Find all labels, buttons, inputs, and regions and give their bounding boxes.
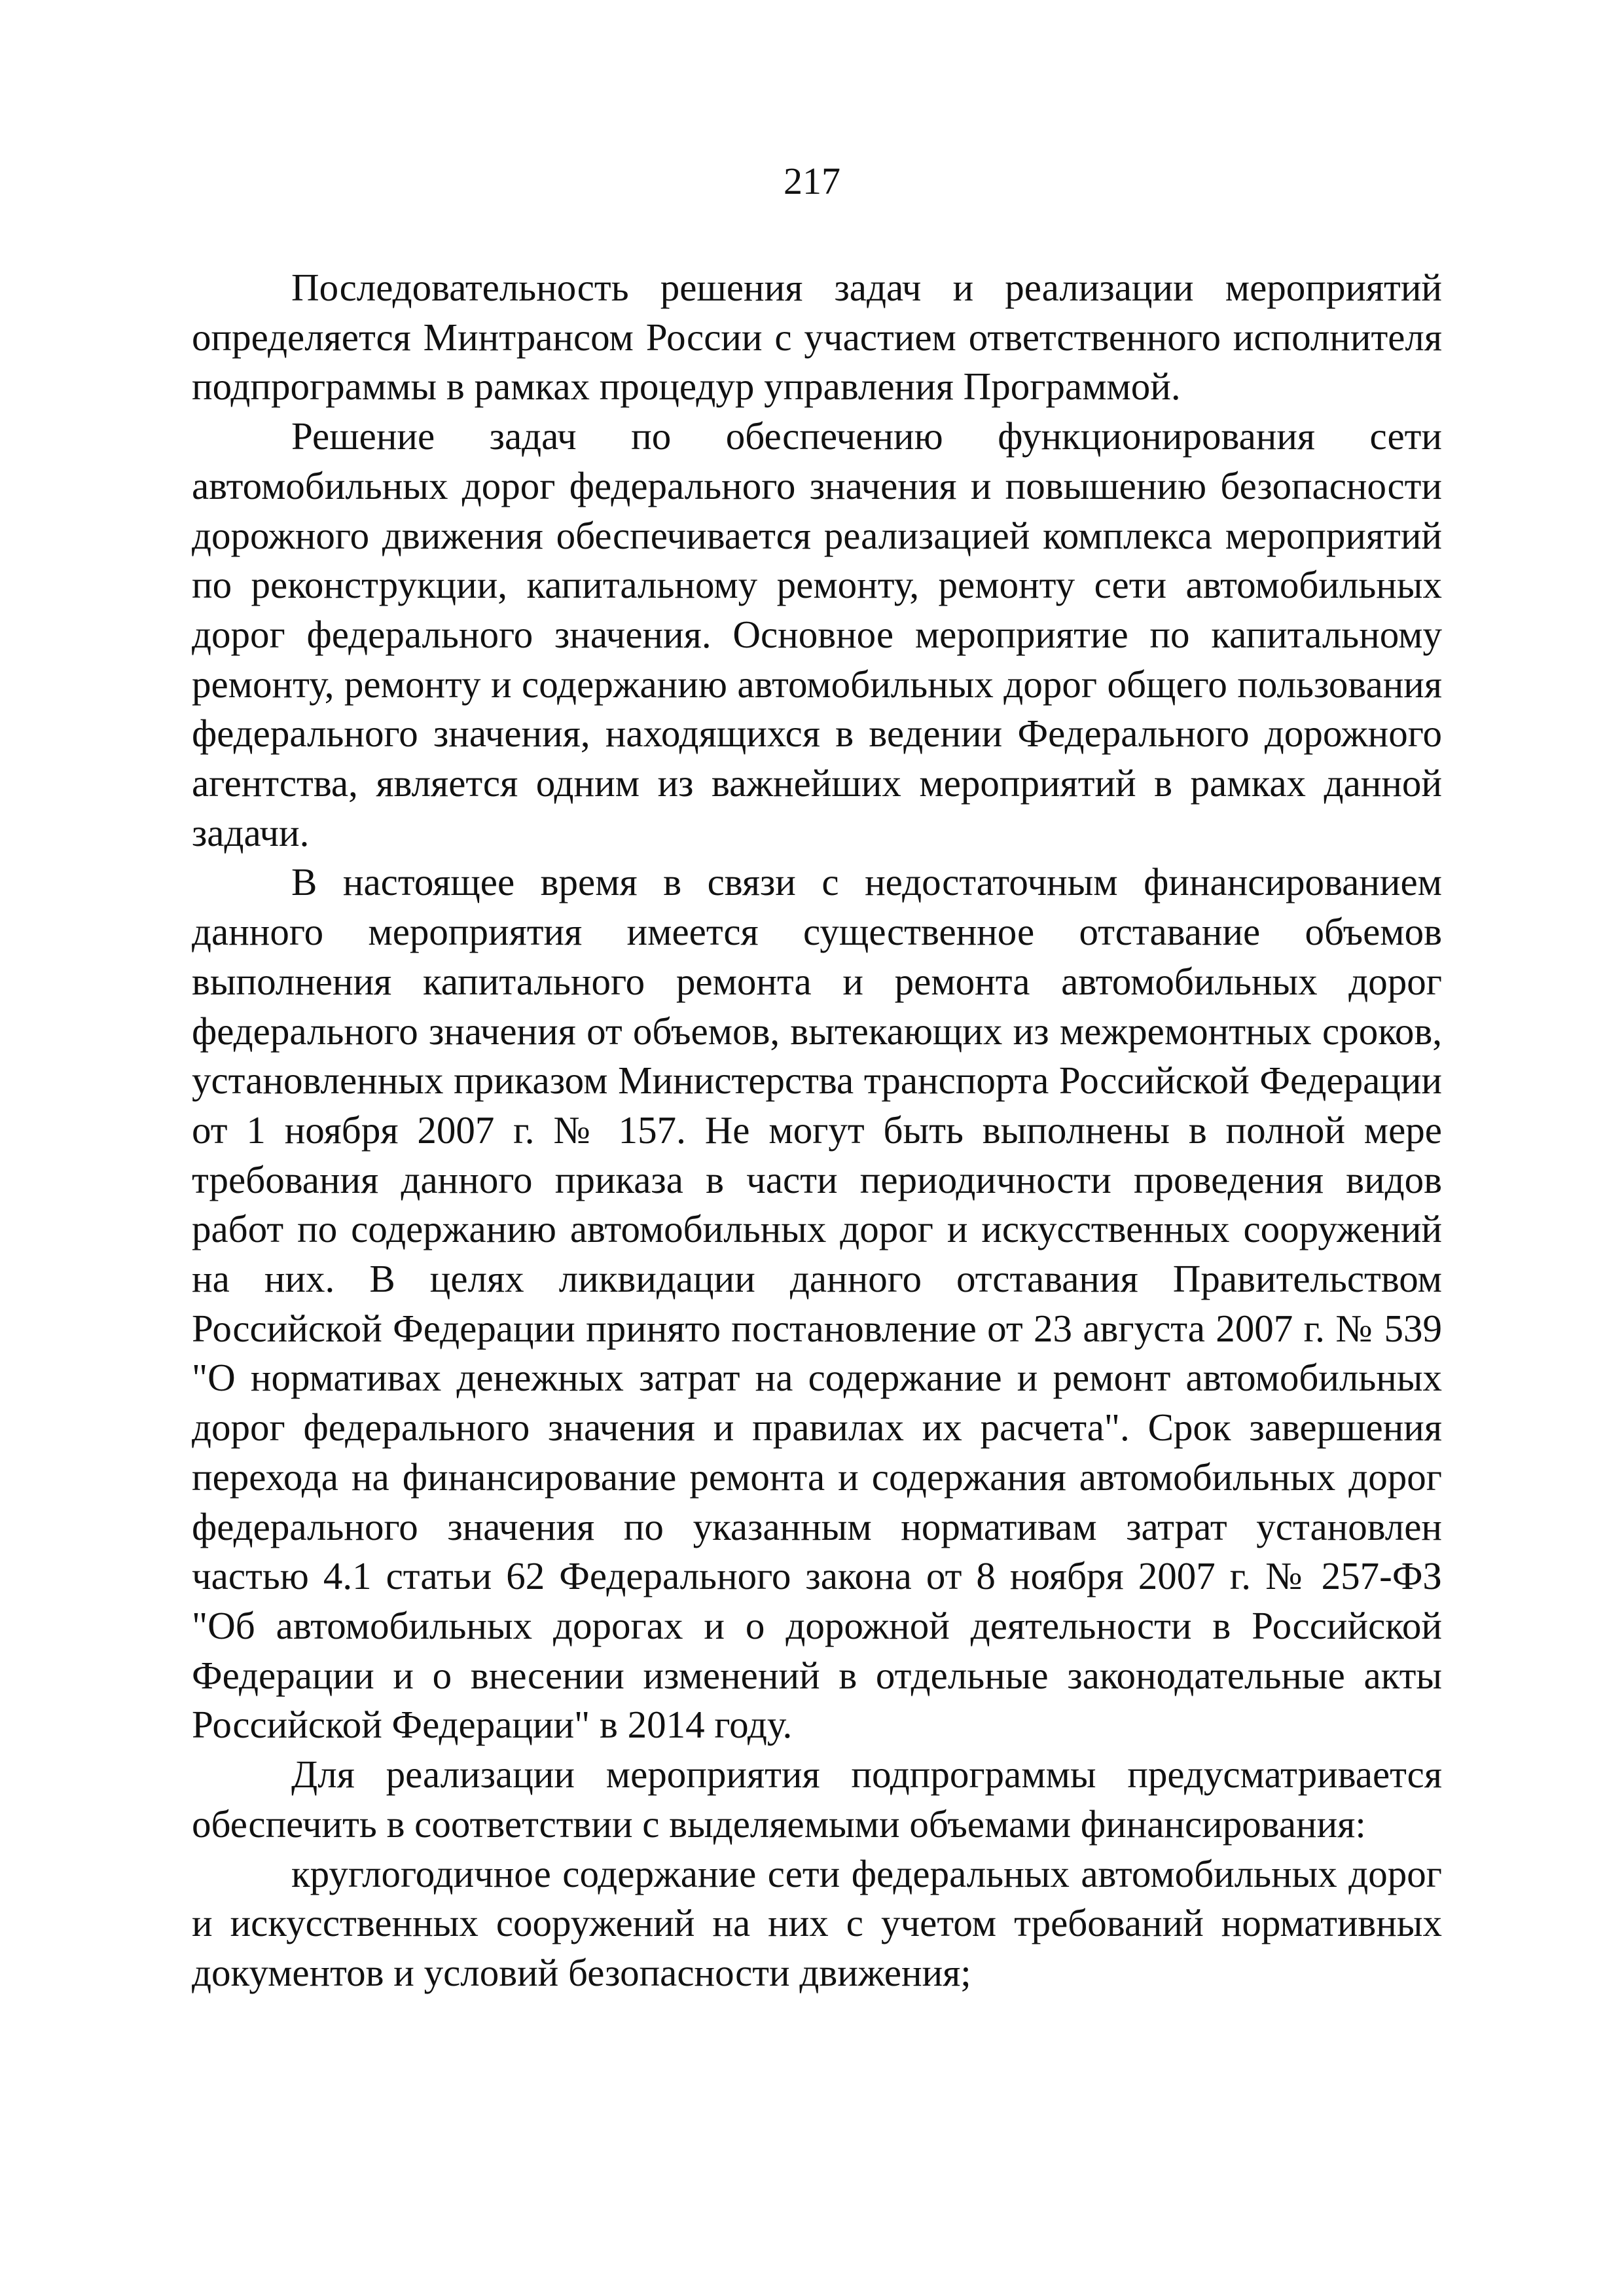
paragraph-4: Для реализации мероприятия подпрограммы предусматривается обеспечить в соответствии с выделяемыми объемами финансирования:	[192, 1753, 1442, 1846]
paragraph-3: В настоящее время в связи с недостаточным финансированием данного мероприятия имеется существенное отставание объемов выполнения капитального ремонта и ремонта автомобильных дорог федерального значения от объемов, вытекающих из межремонтных сроков, установленных приказом Министерства транспорта Российской Федерации от 1 ноября 2007 г. № 157. Не могут быть выполнены в полной мере требования данного приказа в части периодичности проведения видов работ по содержанию автомобильных дорог и искусственных сооружений на них. В целях ликвидации данного отставания Правительством Российской Федерации принято постановление от 23 августа 2007 г. № 539 "О нормативах денежных затрат на содержание и ремонт автомобильных дорог федерального значения и правилах их расчета". Срок завершения перехода на финансирование ремонта и содержания автомобильных дорог федерального значения по указанным нормативам затрат установлен частью 4.1 статьи 62 Федерального закона от 8 ноября 2007 г. № 257-ФЗ "Об автомобильных дорогах и о дорожной деятельности в Российской Федерации и о внесении изменений в отдельные законодательные акты Российской Федерации" в 2014 году.	[192, 860, 1442, 1747]
paragraph-2: Решение задач по обеспечению функционирования сети автомобильных дорог федерального значения и повышению безопасности дорожного движения обеспечивается реализацией комплекса мероприятий по реконструкции, капитальному ремонту, ремонту сети автомобильных дорог федерального значения. Основное мероприятие по капитальному ремонту, ремонту и содержанию автомобильных дорог общего пользования федерального значения, находящихся в ведении Федерального дорожного агентства, является одним из важнейших мероприятий в рамках данной задачи.	[192, 414, 1442, 854]
paragraph-5: круглогодичное содержание сети федеральных автомобильных дорог и искусственных сооружений на них с учетом требований нормативных документов и условий безопасности движения;	[192, 1851, 1442, 1994]
body-text	[192, 263, 1442, 1998]
page-number: 217	[784, 160, 840, 202]
paragraph-1: Последовательность решения задач и реализации мероприятий определяется Минтрансом России с участием ответственного исполнителя подпрограммы в рамках процедур управления Программой.	[192, 266, 1442, 409]
